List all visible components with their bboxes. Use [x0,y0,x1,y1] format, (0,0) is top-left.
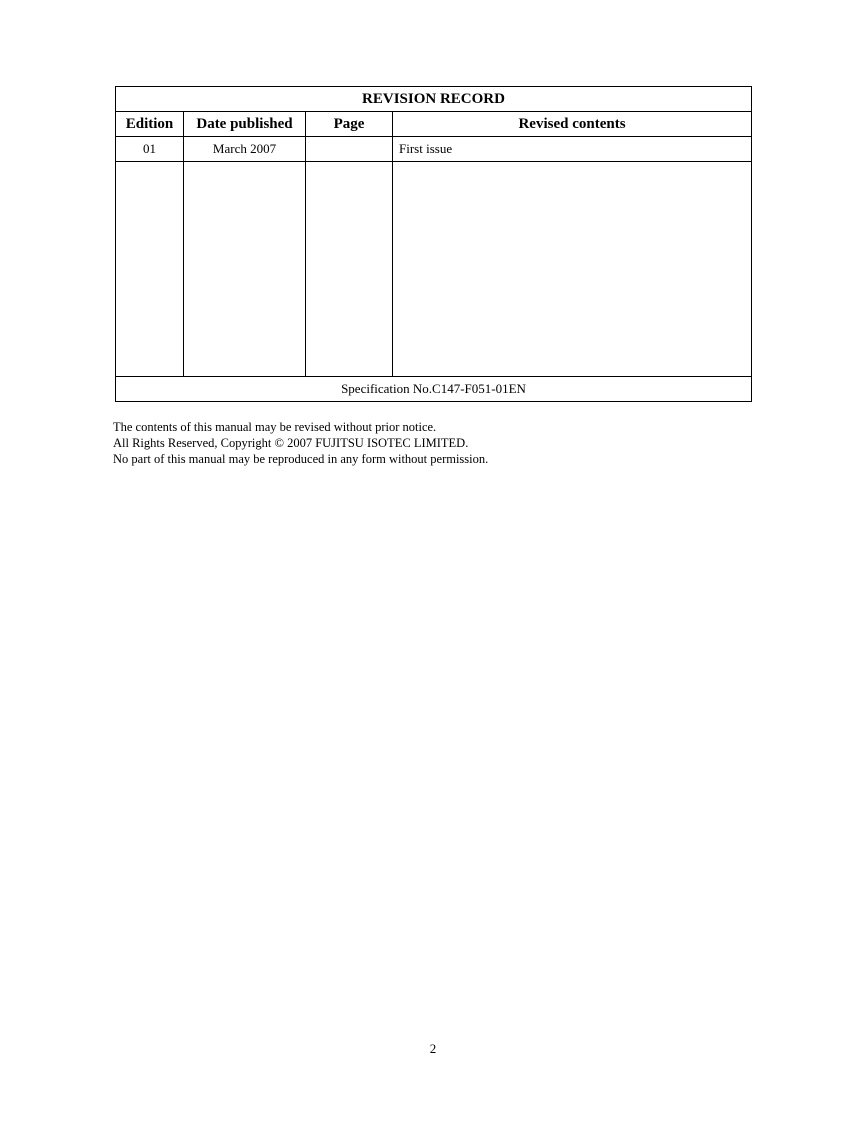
spec-row [116,377,752,402]
page-number: 2 [429,1041,437,1056]
table-row [116,137,752,162]
empty-row [116,162,752,377]
cell-page [306,137,393,162]
cell-edition: 01 [116,137,184,162]
header-page: Page [306,112,393,137]
cell-date-published: March 2007 [184,137,306,162]
empty-cell-date [184,162,306,377]
table-title: REVISION RECORD [116,87,752,112]
empty-cell-edition [116,162,184,377]
empty-cell-page [306,162,393,377]
empty-cell-contents [393,162,752,377]
revision-record-table [115,86,752,402]
notice-block [113,419,488,467]
header-row [116,112,752,137]
header-edition: Edition [116,112,184,137]
notice-line-revision: The contents of this manual may be revised without prior notice. [113,420,437,434]
notice-line-copyright: All Rights Reserved, Copyright © 2007 FUJITSU ISOTEC LIMITED. [113,436,469,450]
notice-line-reproduction: No part of this manual may be reproduced in any form without permission. [113,452,489,466]
header-revised-contents: Revised contents [393,112,752,137]
header-date-published: Date published [184,112,306,137]
specification-number: Specification No.C147-F051-01EN [116,377,752,402]
title-row [116,87,752,112]
cell-revised-contents: First issue [393,137,752,162]
